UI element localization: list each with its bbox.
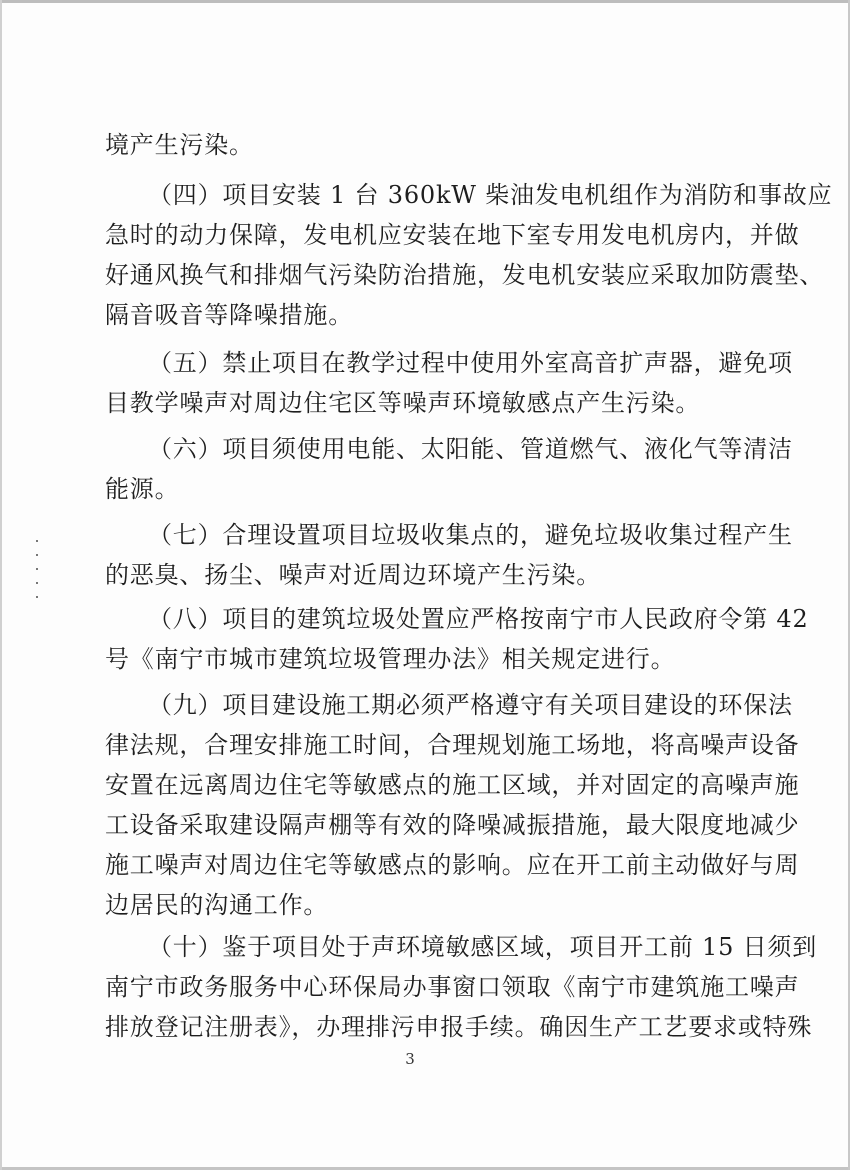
text-line: （五）禁止项目在教学过程中使用外室高音扩声器，避免项 xyxy=(148,349,793,377)
text-line: 的恶臭、扬尘、噪声对近周边环境产生污染。 xyxy=(105,561,601,589)
text-line: （四）项目安装 1 台 360kW 柴油发电机组作为消防和事故应 xyxy=(148,181,833,209)
text-line: 排放登记注册表》，办理排污申报手续。确因生产工艺要求或特殊 xyxy=(105,1013,813,1041)
text-line: （六）项目须使用电能、太阳能、管道燃气、液化气等清洁 xyxy=(148,435,793,463)
text-line: 号《南宁市城市建筑垃圾管理办法》相关规定进行。 xyxy=(105,645,676,673)
text-line: 隔音吸音等降噪措施。 xyxy=(105,301,353,329)
text-line: 目教学噪声对周边住宅区等噪声环境敏感点产生污染。 xyxy=(105,389,701,417)
text-line: 能源。 xyxy=(105,475,180,503)
text-line: 好通风换气和排烟气污染防治措施，发电机安装应采取加防震垫、 xyxy=(105,261,825,289)
text-line: 境产生污染。 xyxy=(105,131,254,159)
text-line: （八）项目的建筑垃圾处置应严格按南宁市人民政府令第 42 xyxy=(148,605,809,633)
text-line: 工设备采取建设隔声棚等有效的降噪减振措施，最大限度地减少 xyxy=(105,811,800,839)
text-line: 南宁市政务服务中心环保局办事窗口领取《南宁市建筑施工噪声 xyxy=(105,973,800,1001)
text-line: 急时的动力保障，发电机应安装在地下室专用发电机房内，并做 xyxy=(105,221,800,249)
text-line: 边居民的沟通工作。 xyxy=(105,891,329,919)
text-line: 安置在远离周边住宅等敏感点的施工区域，并对固定的高噪声施 xyxy=(105,771,800,799)
text-line: 律法规，合理安排施工时间，合理规划施工场地，将高噪声设备 xyxy=(105,731,800,759)
text-line: （九）项目建设施工期必须严格遵守有关项目建设的环保法 xyxy=(148,691,793,719)
page-number: 3 xyxy=(405,1050,415,1068)
text-line: （七）合理设置项目垃圾收集点的，避免垃圾收集过程产生 xyxy=(148,521,793,549)
text-line: （十）鉴于项目处于声环境敏感区域，项目开工前 15 日须到 xyxy=(148,933,817,961)
text-line: 施工噪声对周边住宅等敏感点的影响。应在开工前主动做好与周 xyxy=(105,851,800,879)
scan-edge-top xyxy=(0,0,850,3)
binding-marks xyxy=(36,540,38,600)
scan-edge-left xyxy=(0,0,2,1170)
